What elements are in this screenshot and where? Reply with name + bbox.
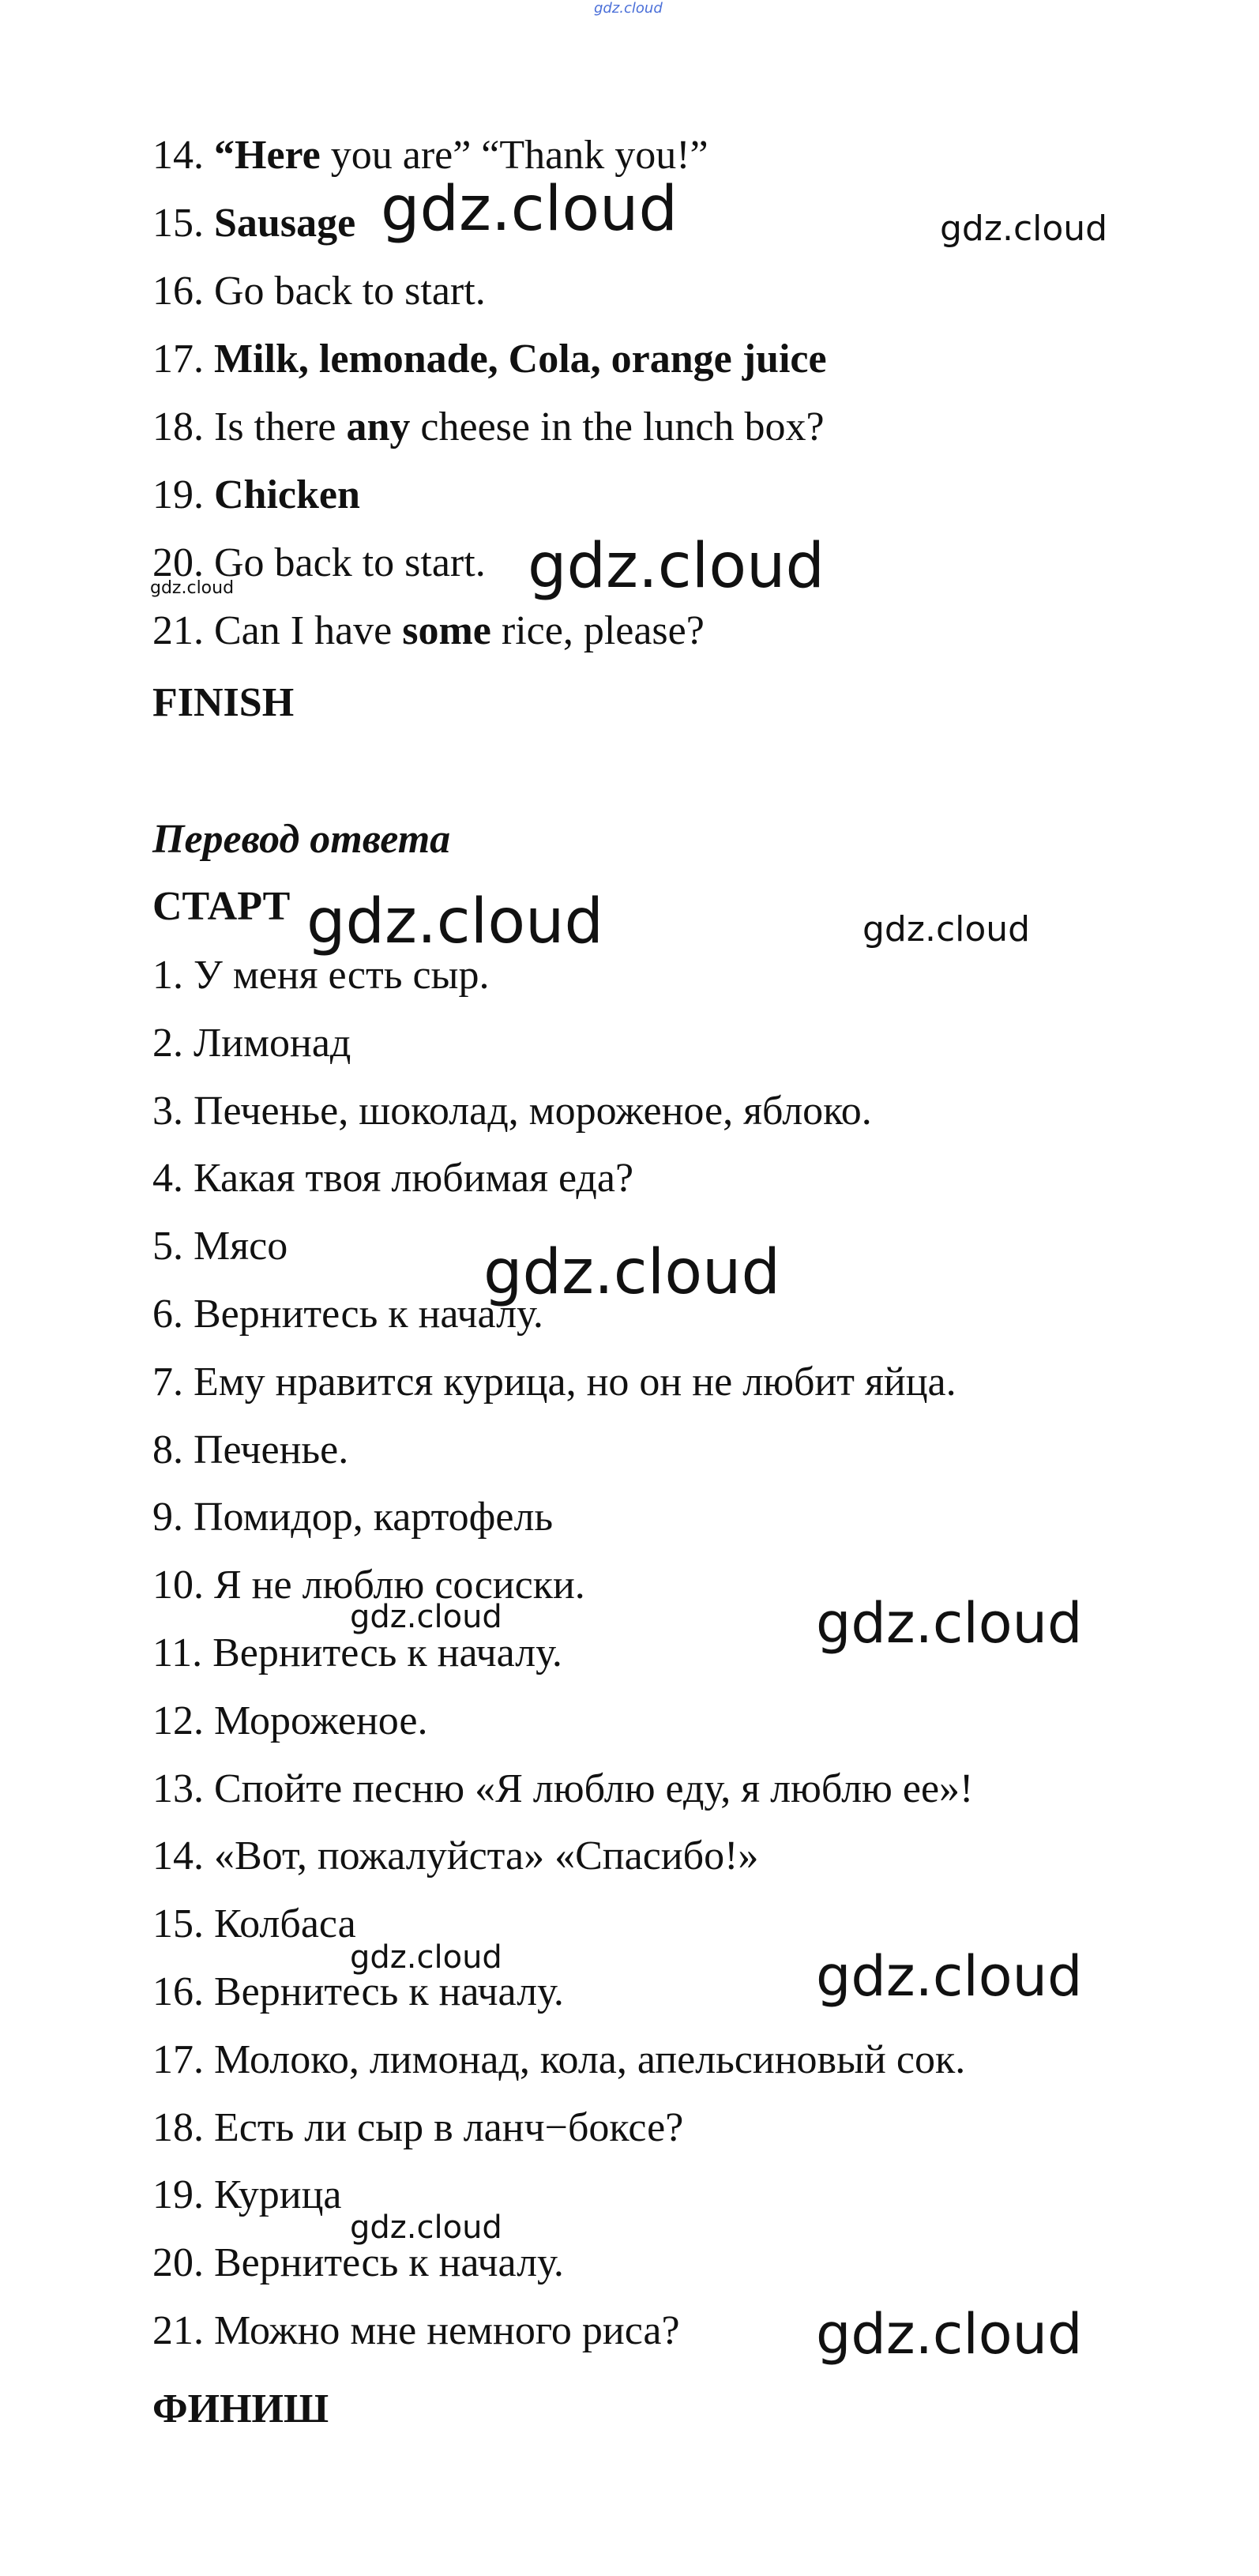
answer-text: cheese in the lunch box? <box>410 404 825 449</box>
answer-line <box>152 607 705 655</box>
translation-line: 4. Какая твоя любимая еда? <box>152 1156 634 1202</box>
watermark: gdz.cloud <box>350 2209 502 2246</box>
translation-line: 13. Спойте песню «Я люблю еду, я люблю ее»! <box>152 1766 974 1811</box>
answer-line <box>152 200 355 247</box>
answer-line <box>152 472 360 519</box>
translation-line: 18. Есть ли сыр в ланч−боксе? <box>152 2104 684 2150</box>
bold-answer-text: some <box>402 608 491 653</box>
line-number: 20. <box>152 540 214 585</box>
watermark: gdz.cloud <box>350 1939 502 1976</box>
line-number: 19. <box>152 472 214 517</box>
bold-answer-text: Milk, lemonade, Cola, orange juice <box>214 337 827 382</box>
watermark: gdz.cloud <box>816 1591 1083 1656</box>
answer-text: Go back to start. <box>214 269 486 314</box>
translation-line: 10. Я не люблю сосиски. <box>152 1563 585 1608</box>
translation-line: 7. Ему нравится курица, но он не любит яйца. <box>152 1359 956 1405</box>
translation-line: 6. Вернитесь к началу. <box>152 1292 543 1337</box>
translation-line: 12. Мороженое. <box>152 1698 428 1743</box>
answer-text: Can I have <box>214 608 403 653</box>
translation-line: 16. Вернитесь к началу. <box>152 1969 564 2014</box>
watermark: gdz.cloud <box>940 209 1108 249</box>
line-number: 14. <box>152 133 214 178</box>
answer-text: Go back to start. <box>214 540 486 585</box>
translation-line: 8. Печенье. <box>152 1427 349 1472</box>
bold-answer-text: Sausage <box>214 201 356 246</box>
watermark: gdz.cloud <box>150 578 235 598</box>
translation-line: 20. Вернитесь к началу. <box>152 2240 564 2286</box>
translation-line: 1. У меня есть сыр. <box>152 953 490 998</box>
watermark: gdz.cloud <box>816 1944 1083 2009</box>
watermark: gdz.cloud <box>483 1237 780 1308</box>
translation-line: 17. Молоко, лимонад, кола, апельсиновый сок. <box>152 2036 966 2082</box>
translation-line: 14. «Вот, пожалуйста» «Спасибо!» <box>152 1833 759 1879</box>
line-number: 16. <box>152 269 214 314</box>
translation-line: 5. Мясо <box>152 1224 288 1269</box>
translation-line: 9. Помидор, картофель <box>152 1495 554 1540</box>
watermark: gdz.cloud <box>528 531 825 602</box>
watermark: gdz.cloud <box>816 2302 1083 2367</box>
bold-answer-text: any <box>346 404 411 449</box>
answer-line <box>152 336 827 383</box>
watermark: gdz.cloud <box>594 0 663 17</box>
start-label: СТАРТ <box>152 884 291 929</box>
answer-line <box>152 268 486 315</box>
line-number: 21. <box>152 608 214 653</box>
watermark: gdz.cloud <box>381 174 678 245</box>
translation-line: 21. Можно мне немного риса? <box>152 2308 680 2353</box>
finish-label-ru: ФИНИШ <box>152 2386 329 2431</box>
translation-heading: Перевод ответа <box>152 817 451 862</box>
answer-line <box>152 404 825 451</box>
bold-answer-text: Chicken <box>214 472 360 517</box>
answer-text: you are” “Thank you!” <box>320 133 708 178</box>
watermark: gdz.cloud <box>350 1599 502 1635</box>
translation-line: 19. Курица <box>152 2172 342 2218</box>
watermark: gdz.cloud <box>306 886 603 957</box>
answer-line <box>152 132 708 179</box>
finish-label: FINISH <box>152 680 295 725</box>
line-number: 15. <box>152 201 214 246</box>
line-number: 17. <box>152 337 214 382</box>
translation-line: 3. Печенье, шоколад, мороженое, яблоко. <box>152 1088 872 1134</box>
answer-text: Is there <box>214 404 347 449</box>
translation-line: 2. Лимонад <box>152 1020 351 1066</box>
answer-text: rice, please? <box>490 608 705 653</box>
translation-line: 15. Колбаса <box>152 1901 356 1947</box>
watermark: gdz.cloud <box>863 909 1031 950</box>
translation-line: 11. Вернитесь к началу. <box>152 1630 562 1675</box>
bold-answer-text: “Here <box>214 133 321 178</box>
line-number: 18. <box>152 404 214 449</box>
